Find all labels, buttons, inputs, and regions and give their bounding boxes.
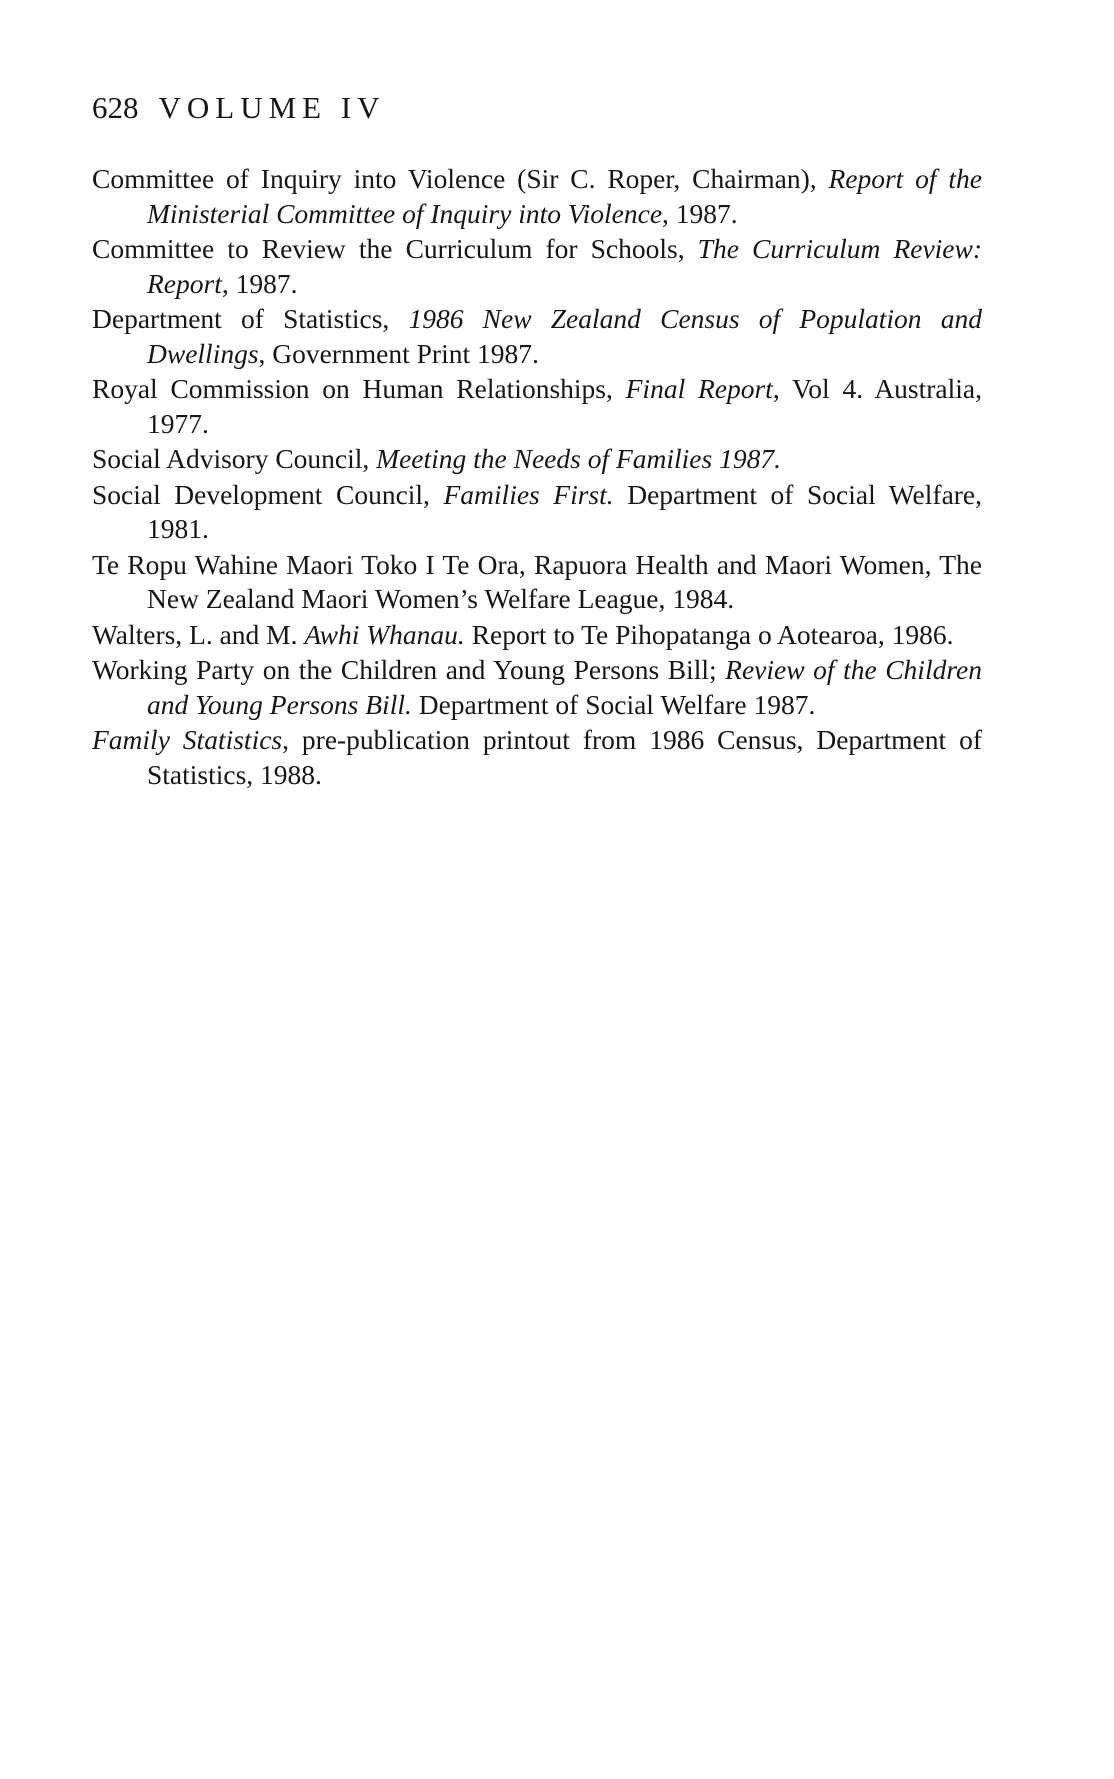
reference-title: Awhi Whanau. <box>304 618 465 650</box>
page-number: 628 <box>92 90 139 125</box>
reference-text: Committee of Inquiry into Violence (Sir C. Roper, Chairman), <box>92 163 829 194</box>
reference-entry <box>92 302 982 371</box>
reference-list <box>92 162 982 793</box>
reference-text: Report to Te Pihopatanga o Aotearoa, 1986. <box>464 618 954 650</box>
reference-title: Families First. <box>443 478 614 510</box>
reference-text: Royal Commission on Human Relationships, <box>92 373 626 404</box>
reference-title: Family Statistics <box>92 724 283 755</box>
reference-text: Committee to Review the Curriculum for Schools, <box>92 233 698 264</box>
reference-entry <box>92 548 982 617</box>
reference-text: , Government Print 1987. <box>258 337 539 369</box>
reference-entry <box>92 653 982 722</box>
reference-entry <box>92 723 982 792</box>
reference-title: Report of the Ministerial Committee of Inquiry into Violence <box>147 163 982 229</box>
reference-text: Walters, L. and M. <box>92 618 305 650</box>
reference-title: Final Report <box>625 373 773 404</box>
reference-text: Social Development Council, <box>92 478 444 510</box>
reference-title: Meeting the Needs of Families 1987. <box>376 443 781 474</box>
reference-title: The Curriculum Review: Report <box>147 233 983 299</box>
reference-text: , 1987. <box>662 197 738 229</box>
reference-entry <box>92 618 982 653</box>
reference-entry <box>92 478 982 547</box>
reference-text: , 1987. <box>221 267 298 299</box>
reference-title: 1986 New Zealand Census of Population and Dwellings <box>147 303 982 369</box>
running-head <box>92 88 386 128</box>
reference-title: Review of the Children and Young Persons Bill. <box>147 654 982 720</box>
reference-text: Social Advisory Council, <box>92 443 377 474</box>
running-title: VOLUME IV <box>158 90 386 125</box>
reference-text: , pre-publication printout from 1986 Census, Department of Statistics, 1988. <box>147 724 982 790</box>
reference-entry <box>92 372 982 441</box>
reference-entry <box>92 442 982 477</box>
reference-text: Te Ropu Wahine Maori Toko I Te Ora, Rapuora Health and Maori Women, The New Zealand Maori Women’s Welfare League, 1984. <box>92 548 982 614</box>
reference-text: Department of Social Welfare 1987. <box>411 688 816 720</box>
reference-entry <box>92 162 982 231</box>
reference-entry <box>92 232 982 301</box>
reference-text: Department of Social Welfare, 1981. <box>147 478 983 544</box>
reference-text: Department of Statistics, <box>92 303 409 334</box>
reference-text: , Vol 4. Australia, 1977. <box>147 373 982 439</box>
reference-text: Working Party on the Children and Young Persons Bill; <box>92 654 726 685</box>
